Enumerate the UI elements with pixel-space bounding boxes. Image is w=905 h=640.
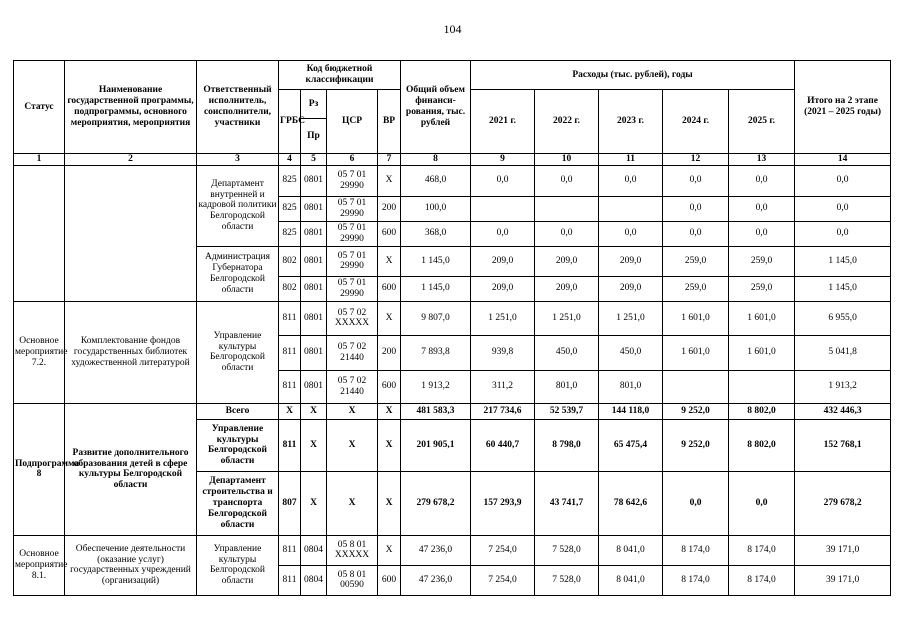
cell-total: 1 145,0 [401, 246, 471, 276]
cell-stage: 432 446,3 [795, 403, 891, 419]
cell-stage: 5 041,8 [795, 335, 891, 370]
column-number: 13 [729, 154, 795, 166]
cell-csr: 05 7 02 ХХХХХ [327, 301, 378, 335]
cell-grbs: 811 [279, 301, 301, 335]
cell-2025: 1 601,0 [729, 335, 795, 370]
responsible-total: Всего [197, 403, 279, 419]
cell-csr: 05 7 01 29990 [327, 276, 378, 301]
status-subprogram-8: Подпрограмма 8 [14, 403, 65, 535]
cell-2021: 7 254,0 [471, 565, 535, 595]
cell-2021 [471, 196, 535, 221]
cell-2021: 311,2 [471, 370, 535, 403]
cell-2023: 209,0 [599, 246, 663, 276]
cell-grbs: 811 [279, 535, 301, 565]
cell-rzpr: 0801 [301, 370, 327, 403]
cell-2021: 209,0 [471, 276, 535, 301]
column-number-row [14, 154, 891, 166]
cell-csr: 05 8 01 ХХХХХ [327, 535, 378, 565]
header-program-name: Наименование государственной программы, подпрограммы, основного мероприятия, мероприятия [65, 61, 197, 154]
cell-total: 47 236,0 [401, 565, 471, 595]
header-total-volume: Общий объем финанси-рования, тыс. рублей [401, 61, 471, 154]
cell-2024: 259,0 [663, 246, 729, 276]
header-responsible: Ответственный исполнитель, соисполнители, участники [197, 61, 279, 154]
cell-rzpr: 0801 [301, 196, 327, 221]
cell-2021: 1 251,0 [471, 301, 535, 335]
cell-2022 [535, 196, 599, 221]
cell-rzpr: 0804 [301, 565, 327, 595]
cell-2025: 8 802,0 [729, 403, 795, 419]
responsible-construction-dept: Департамент строительства и транспорта Белгородской области [197, 471, 279, 535]
cell-2024: 0,0 [663, 221, 729, 246]
cell-2025: 259,0 [729, 276, 795, 301]
cell-rzpr: Х [301, 403, 327, 419]
responsible-administration: Администрация Губернатора Белгородской области [197, 246, 279, 301]
cell-rzpr: 0801 [301, 301, 327, 335]
column-number: 8 [401, 154, 471, 166]
responsible-dept-internal: Департамент внутренней и кадровой политики Белгородской области [197, 165, 279, 246]
cell-vr: Х [378, 301, 401, 335]
cell-2024: 0,0 [663, 471, 729, 535]
responsible-culture-8-1: Управление культуры Белгородской области [197, 535, 279, 595]
cell-stage: 1 145,0 [795, 276, 891, 301]
cell-2022: 0,0 [535, 165, 599, 196]
cell-vr: Х [378, 403, 401, 419]
cell-total: 1 145,0 [401, 276, 471, 301]
header-expenses: Расходы (тыс. рублей), годы [471, 61, 795, 90]
cell-vr: 600 [378, 221, 401, 246]
cell-2021: 7 254,0 [471, 535, 535, 565]
cell-total: 47 236,0 [401, 535, 471, 565]
responsible-culture-8: Управление культуры Белгородской области [197, 419, 279, 471]
column-number: 1 [14, 154, 65, 166]
budget-table [13, 60, 891, 596]
cell-2022: 7 528,0 [535, 565, 599, 595]
cell-2025: 8 174,0 [729, 565, 795, 595]
cell-2023: 144 118,0 [599, 403, 663, 419]
cell-grbs: 811 [279, 370, 301, 403]
cell-grbs: 825 [279, 165, 301, 196]
cell-2025: 8 174,0 [729, 535, 795, 565]
cell-grbs: 811 [279, 419, 301, 471]
cell-2024: 8 174,0 [663, 535, 729, 565]
cell-2023: 8 041,0 [599, 535, 663, 565]
page-number: 104 [443, 22, 462, 36]
cell-2023: 0,0 [599, 221, 663, 246]
cell-grbs: Х [279, 403, 301, 419]
column-number: 6 [327, 154, 378, 166]
column-number: 12 [663, 154, 729, 166]
cell-2022: 1 251,0 [535, 301, 599, 335]
cell-total: 279 678,2 [401, 471, 471, 535]
cell-grbs: 825 [279, 221, 301, 246]
cell-2021: 209,0 [471, 246, 535, 276]
header-status: Статус [14, 61, 65, 154]
cell-2021: 60 440,7 [471, 419, 535, 471]
cell-rzpr: Х [301, 419, 327, 471]
cell-total: 7 893,8 [401, 335, 471, 370]
cell-2025: 0,0 [729, 471, 795, 535]
cell-rzpr: 0804 [301, 535, 327, 565]
cell-total: 368,0 [401, 221, 471, 246]
cell-2025: 0,0 [729, 165, 795, 196]
cell-csr: 05 7 02 21440 [327, 370, 378, 403]
cell-vr: Х [378, 165, 401, 196]
cell-vr: Х [378, 535, 401, 565]
header-vr: ВР [378, 90, 401, 154]
responsible-culture-7-2: Управление культуры Белгородской области [197, 301, 279, 403]
cell-rzpr: 0801 [301, 165, 327, 196]
cell-total: 100,0 [401, 196, 471, 221]
cell-stage: 6 955,0 [795, 301, 891, 335]
cell-rzpr: 0801 [301, 246, 327, 276]
cell-2025: 0,0 [729, 196, 795, 221]
cell-total: 9 807,0 [401, 301, 471, 335]
cell-2023 [599, 196, 663, 221]
cell-vr: 600 [378, 565, 401, 595]
header-pr: Пр [301, 119, 327, 154]
header-stage-total: Итого на 2 этапе (2021 – 2025 годы) [795, 61, 891, 154]
cell-2025: 0,0 [729, 221, 795, 246]
cell-stage: 279 678,2 [795, 471, 891, 535]
cell-2022: 0,0 [535, 221, 599, 246]
cell-2022: 43 741,7 [535, 471, 599, 535]
cell-2022: 52 539,7 [535, 403, 599, 419]
cell-2024: 8 174,0 [663, 565, 729, 595]
table-row [14, 535, 891, 565]
cell-csr: 05 8 01 00590 [327, 565, 378, 595]
cell-rzpr: Х [301, 471, 327, 535]
header-year-2024: 2024 г. [663, 90, 729, 154]
cell-vr: 600 [378, 276, 401, 301]
cell-grbs: 811 [279, 565, 301, 595]
cell-csr: 05 7 01 29990 [327, 165, 378, 196]
program-name-subprogram-8: Развитие дополнительного образования детей в сфере культуры Белгородской области [65, 403, 197, 535]
column-number: 5 [301, 154, 327, 166]
cell-csr: Х [327, 403, 378, 419]
status-cell-empty [14, 165, 65, 301]
header-budget-code: Код бюджетной классификации [279, 61, 401, 90]
cell-2022: 801,0 [535, 370, 599, 403]
cell-csr: 05 7 01 29990 [327, 246, 378, 276]
cell-total: 201 905,1 [401, 419, 471, 471]
cell-2021: 157 293,9 [471, 471, 535, 535]
column-number: 7 [378, 154, 401, 166]
cell-2023: 209,0 [599, 276, 663, 301]
column-number: 11 [599, 154, 663, 166]
cell-2022: 7 528,0 [535, 535, 599, 565]
cell-2023: 1 251,0 [599, 301, 663, 335]
column-number: 2 [65, 154, 197, 166]
header-year-2021: 2021 г. [471, 90, 535, 154]
header-year-2025: 2025 г. [729, 90, 795, 154]
cell-2021: 939,8 [471, 335, 535, 370]
column-number: 10 [535, 154, 599, 166]
cell-2023: 65 475,4 [599, 419, 663, 471]
cell-grbs: 825 [279, 196, 301, 221]
cell-2022: 450,0 [535, 335, 599, 370]
program-name-measure-8-1: Обеспечение деятельности (оказание услуг) государственных учреждений (организаций) [65, 535, 197, 595]
cell-2024: 0,0 [663, 165, 729, 196]
table-row [14, 165, 891, 196]
cell-2023: 78 642,6 [599, 471, 663, 535]
header-csr: ЦСР [327, 90, 378, 154]
cell-2021: 217 734,6 [471, 403, 535, 419]
cell-rzpr: 0801 [301, 276, 327, 301]
cell-2023: 8 041,0 [599, 565, 663, 595]
cell-vr: Х [378, 246, 401, 276]
cell-rzpr: 0801 [301, 221, 327, 246]
cell-grbs: 802 [279, 276, 301, 301]
column-number: 3 [197, 154, 279, 166]
cell-2024: 9 252,0 [663, 403, 729, 419]
cell-vr: Х [378, 419, 401, 471]
cell-vr: 600 [378, 370, 401, 403]
cell-2024: 0,0 [663, 196, 729, 221]
cell-total: 468,0 [401, 165, 471, 196]
cell-csr: 05 7 01 29990 [327, 196, 378, 221]
header-year-2022: 2022 г. [535, 90, 599, 154]
cell-stage: 0,0 [795, 165, 891, 196]
cell-rzpr: 0801 [301, 335, 327, 370]
cell-2023: 450,0 [599, 335, 663, 370]
cell-total: 481 583,3 [401, 403, 471, 419]
cell-2022: 209,0 [535, 246, 599, 276]
cell-2022: 209,0 [535, 276, 599, 301]
cell-csr: 05 7 01 29990 [327, 221, 378, 246]
cell-2025: 259,0 [729, 246, 795, 276]
cell-stage: 1 913,2 [795, 370, 891, 403]
cell-2024: 9 252,0 [663, 419, 729, 471]
cell-stage: 39 171,0 [795, 535, 891, 565]
status-measure-7-2: Основное мероприятие 7.2. [14, 301, 65, 403]
cell-2022: 8 798,0 [535, 419, 599, 471]
cell-2024: 1 601,0 [663, 301, 729, 335]
cell-stage: 0,0 [795, 221, 891, 246]
cell-total: 1 913,2 [401, 370, 471, 403]
table-row [14, 301, 891, 335]
program-name-measure-7-2: Комплектование фондов государственных библиотек художественной литературой [65, 301, 197, 403]
cell-csr: 05 7 02 21440 [327, 335, 378, 370]
cell-2023: 801,0 [599, 370, 663, 403]
status-measure-8-1: Основное мероприятие 8.1. [14, 535, 65, 595]
cell-csr: Х [327, 419, 378, 471]
cell-grbs: 802 [279, 246, 301, 276]
cell-2023: 0,0 [599, 165, 663, 196]
cell-stage: 0,0 [795, 196, 891, 221]
column-number: 14 [795, 154, 891, 166]
cell-2021: 0,0 [471, 165, 535, 196]
cell-stage: 152 768,1 [795, 419, 891, 471]
cell-grbs: 807 [279, 471, 301, 535]
cell-2024: 259,0 [663, 276, 729, 301]
header-year-2023: 2023 г. [599, 90, 663, 154]
cell-vr: Х [378, 471, 401, 535]
cell-vr: 200 [378, 335, 401, 370]
cell-vr: 200 [378, 196, 401, 221]
cell-2025 [729, 370, 795, 403]
cell-csr: Х [327, 471, 378, 535]
cell-2024: 1 601,0 [663, 335, 729, 370]
cell-2025: 1 601,0 [729, 301, 795, 335]
column-number: 4 [279, 154, 301, 166]
table-row [14, 403, 891, 419]
cell-2021: 0,0 [471, 221, 535, 246]
header-row-1 [14, 61, 891, 90]
program-name-cell-empty [65, 165, 197, 301]
cell-stage: 1 145,0 [795, 246, 891, 276]
cell-grbs: 811 [279, 335, 301, 370]
cell-stage: 39 171,0 [795, 565, 891, 595]
cell-2025: 8 802,0 [729, 419, 795, 471]
header-rz: Рз [301, 90, 327, 119]
column-number: 9 [471, 154, 535, 166]
cell-2024 [663, 370, 729, 403]
header-grbs: ГРБС [279, 90, 301, 154]
